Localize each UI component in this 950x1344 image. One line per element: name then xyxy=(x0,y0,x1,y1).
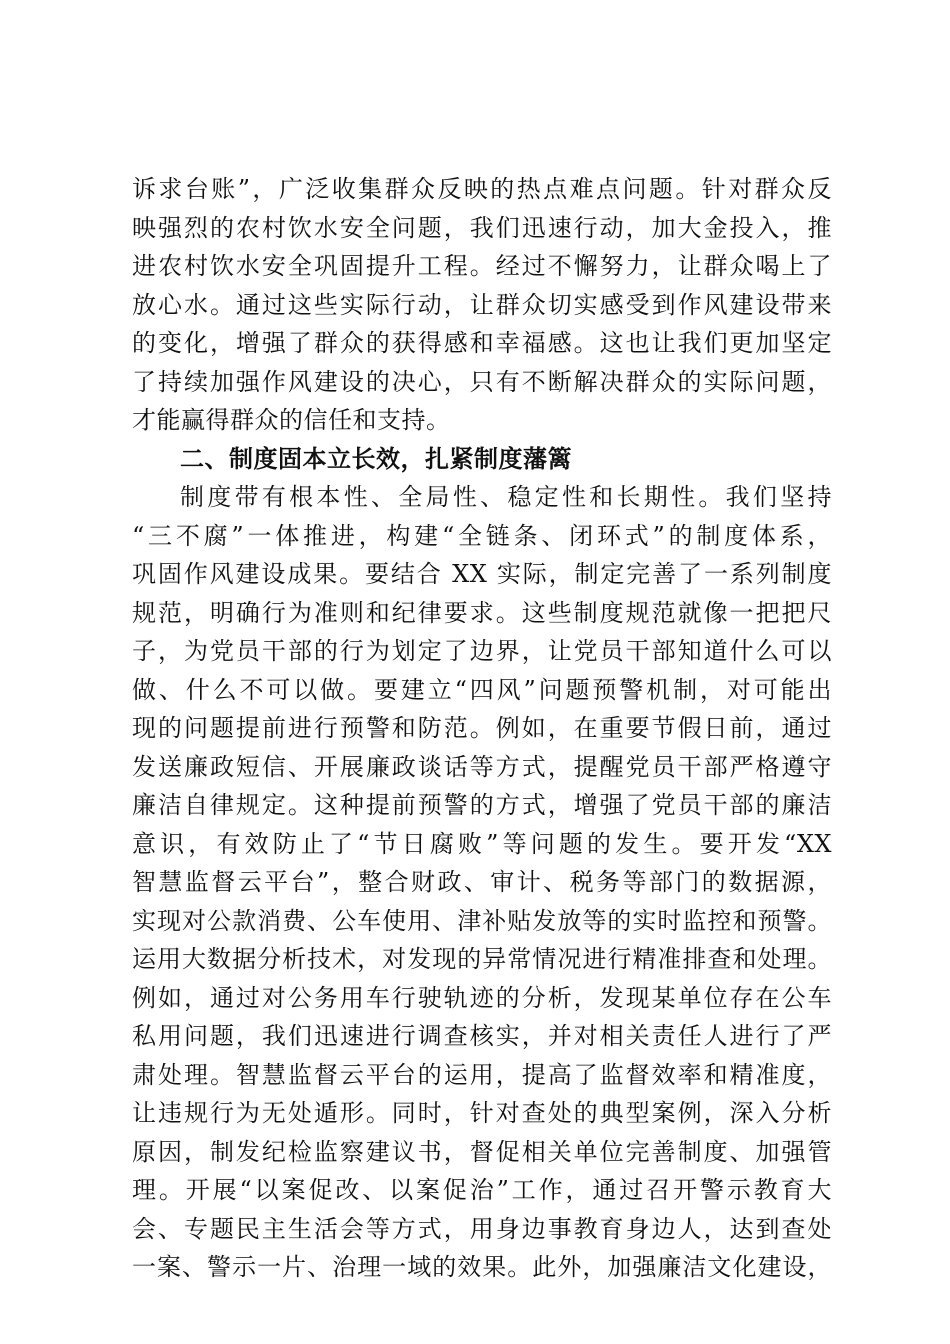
text-line: 诉求台账”，广泛收集群众反映的热点难点问题。针对群众反 xyxy=(132,175,832,203)
section-heading: 二、制度固本立长效，扎紧制度藩篱 xyxy=(180,444,572,473)
text-line: 制度带有根本性、全局性、稳定性和长期性。我们坚持 xyxy=(180,483,832,511)
paragraph-1 xyxy=(132,170,832,440)
text-line: 映强烈的农村饮水安全问题，我们迅速行动，加大金投入，推 xyxy=(132,213,832,242)
text-line: 发送廉政短信、开展廉政谈话等方式，提醒党员干部严格遵守 xyxy=(132,752,832,781)
text-line: 的变化，增强了群众的获得感和幸福感。这也让我们更加坚定 xyxy=(132,329,832,357)
text-line: 实现对公款消费、公车使用、津补贴发放等的实时监控和预警。 xyxy=(132,906,832,935)
text-line: “三不腐”一体推进，构建“全链条、闭环式”的制度体系， xyxy=(132,521,832,550)
text-line: 才能赢得群众的信任和支持。 xyxy=(132,406,451,434)
text-line: 子，为党员干部的行为划定了边界，让党员干部知道什么可以 xyxy=(132,637,832,665)
text-line: 一案、警示一片、治理一域的效果。此外，加强廉洁文化建设， xyxy=(132,1253,832,1281)
text-line: 理。开展“以案促改、以案促治”工作，通过召开警示教育大 xyxy=(132,1176,832,1204)
text-line: 私用问题，我们迅速进行调查核实，并对相关责任人进行了严 xyxy=(132,1022,832,1050)
document-body xyxy=(132,170,832,1287)
text-line: 例如，通过对公务用车行驶轨迹的分析，发现某单位存在公车 xyxy=(132,983,832,1012)
text-line: 智慧监督云平台”，整合财政、审计、税务等部门的数据源， xyxy=(132,868,832,896)
paragraph-2 xyxy=(132,478,832,1287)
text-line: 会、专题民主生活会等方式，用身边事教育身边人，达到查处 xyxy=(132,1214,832,1243)
text-line: 规范，明确行为准则和纪律要求。这些制度规范就像一把把尺 xyxy=(132,598,832,627)
text-line: 进农村饮水安全巩固提升工程。经过不懈努力，让群众喝上了 xyxy=(132,252,832,280)
text-line: 了持续加强作风建设的决心，只有不断解决群众的实际问题， xyxy=(132,367,832,396)
text-line: 巩固作风建设成果。要结合 XX 实际，制定完善了一系列制度 xyxy=(132,560,832,588)
text-line: 运用大数据分析技术，对发现的异常情况进行精准排查和处理。 xyxy=(132,945,832,973)
text-line: 放心水。通过这些实际行动，让群众切实感受到作风建设带来 xyxy=(132,290,832,319)
text-line: 现的问题提前进行预警和防范。例如，在重要节假日前，通过 xyxy=(132,714,832,742)
text-line: 肃处理。智慧监督云平台的运用，提高了监督效率和精准度， xyxy=(132,1060,832,1089)
text-line: 让违规行为无处遁形。同时，针对查处的典型案例，深入分析 xyxy=(132,1099,832,1127)
text-line: 原因，制发纪检监察建议书，督促相关单位完善制度、加强管 xyxy=(132,1137,832,1166)
text-line: 意识，有效防止了“节日腐败”等问题的发生。要开发“XX xyxy=(132,829,832,858)
text-line: 廉洁自律规定。这种提前预警的方式，增强了党员干部的廉洁 xyxy=(132,791,832,819)
text-line: 做、什么不可以做。要建立“四风”问题预警机制，对可能出 xyxy=(132,675,832,704)
